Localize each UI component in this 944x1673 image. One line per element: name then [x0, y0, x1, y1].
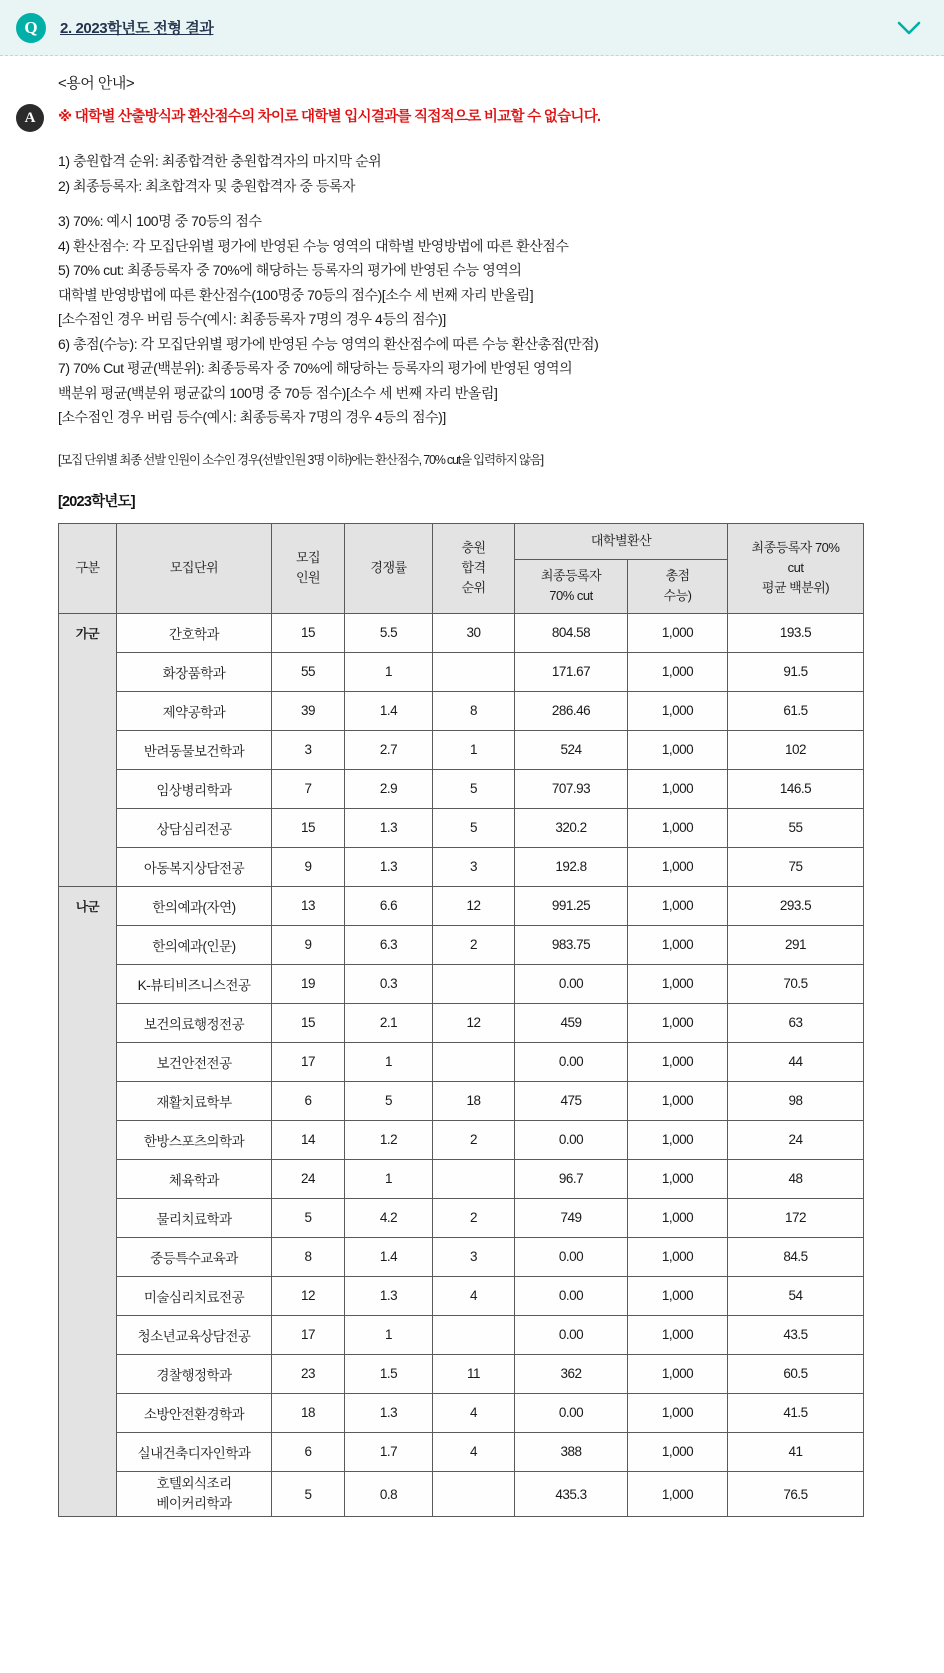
cell-unit: 임상병리학과	[117, 769, 272, 808]
cell-total: 1,000	[628, 1276, 728, 1315]
col-header-percentile	[728, 523, 864, 613]
cell-total: 1,000	[628, 808, 728, 847]
table-row	[59, 1276, 864, 1315]
cell-quota: 55	[272, 652, 345, 691]
cell-ratio: 1.4	[345, 1237, 433, 1276]
cell-rank: 12	[433, 1003, 515, 1042]
cell-unit: 경찰행정학과	[117, 1354, 272, 1393]
cell-unit: 제약공학과	[117, 691, 272, 730]
table-row	[59, 1393, 864, 1432]
cell-quota: 5	[272, 1471, 345, 1517]
cell-quota: 9	[272, 847, 345, 886]
cell-total: 1,000	[628, 1237, 728, 1276]
table-row	[59, 730, 864, 769]
cell-rank: 5	[433, 769, 515, 808]
table-row	[59, 925, 864, 964]
cell-percentile: 41.5	[728, 1393, 864, 1432]
col-header-unit: 모집단위	[117, 523, 272, 613]
cell-ratio: 0.8	[345, 1471, 433, 1517]
cell-rank	[433, 1042, 515, 1081]
cell-total: 1,000	[628, 1354, 728, 1393]
cell-cut: 707.93	[515, 769, 628, 808]
cell-ratio: 1.3	[345, 1393, 433, 1432]
cell-quota: 8	[272, 1237, 345, 1276]
cell-percentile: 291	[728, 925, 864, 964]
cell-quota: 24	[272, 1159, 345, 1198]
cell-cut: 0.00	[515, 1042, 628, 1081]
faq-accordion-header[interactable]	[0, 0, 944, 56]
cell-unit: 중등특수교육과	[117, 1237, 272, 1276]
cell-rank: 2	[433, 1198, 515, 1237]
cell-cut: 0.00	[515, 1315, 628, 1354]
cell-total: 1,000	[628, 1393, 728, 1432]
cell-unit: 한의예과(자연)	[117, 886, 272, 925]
cell-percentile: 44	[728, 1042, 864, 1081]
admission-results-table	[58, 523, 864, 1518]
cell-quota: 13	[272, 886, 345, 925]
cell-cut: 0.00	[515, 964, 628, 1003]
cell-percentile: 41	[728, 1432, 864, 1471]
cell-unit: 실내건축디자인학과	[117, 1432, 272, 1471]
spacer	[58, 430, 920, 450]
cell-unit: 청소년교육상담전공	[117, 1315, 272, 1354]
cell-quota: 23	[272, 1354, 345, 1393]
cell-percentile: 24	[728, 1120, 864, 1159]
table-row	[59, 847, 864, 886]
col-header-total-score	[628, 559, 728, 613]
col-header-rank-line1: 충원	[461, 540, 486, 556]
cell-total: 1,000	[628, 1198, 728, 1237]
cell-quota: 19	[272, 964, 345, 1003]
table-row	[59, 1432, 864, 1471]
cell-percentile: 293.5	[728, 886, 864, 925]
cell-cut: 362	[515, 1354, 628, 1393]
cell-cut: 524	[515, 730, 628, 769]
cell-rank: 5	[433, 808, 515, 847]
term-item-5-note: [소수점인 경우 버림 등수(예시: 최종등록자 7명의 경우 4등의 점수)]	[58, 311, 446, 328]
table-row	[59, 1042, 864, 1081]
table-row	[59, 1081, 864, 1120]
table-row	[59, 769, 864, 808]
term-item-3: 3) 70%: 예시 100명 중 70등의 점수	[58, 213, 262, 230]
table-row	[59, 691, 864, 730]
cell-total: 1,000	[628, 1003, 728, 1042]
cell-rank	[433, 1471, 515, 1517]
cell-unit: 물리치료학과	[117, 1198, 272, 1237]
cell-ratio: 1.3	[345, 808, 433, 847]
cell-rank	[433, 652, 515, 691]
col-header-cut-line2: 70% cut	[549, 588, 593, 604]
cell-cut: 0.00	[515, 1237, 628, 1276]
cell-rank: 4	[433, 1393, 515, 1432]
table-row	[59, 1003, 864, 1042]
cell-total: 1,000	[628, 769, 728, 808]
cell-unit: 한방스포츠의학과	[117, 1120, 272, 1159]
cell-total: 1,000	[628, 1471, 728, 1517]
cell-total: 1,000	[628, 613, 728, 652]
cell-ratio: 5.5	[345, 613, 433, 652]
cell-rank: 2	[433, 925, 515, 964]
cell-percentile: 98	[728, 1081, 864, 1120]
cell-ratio: 1	[345, 652, 433, 691]
cell-cut: 0.00	[515, 1276, 628, 1315]
table-row	[59, 613, 864, 652]
terms-definition-list	[58, 149, 920, 430]
cell-ratio: 1.3	[345, 847, 433, 886]
cell-cut: 192.8	[515, 847, 628, 886]
col-header-quota-line2: 인원	[295, 570, 321, 586]
cell-total: 1,000	[628, 730, 728, 769]
term-item-7-note: [소수점인 경우 버림 등수(예시: 최종등록자 7명의 경우 4등의 점수)]	[58, 409, 446, 426]
warning-notice: ※ 대학별 산출방식과 환산점수의 차이로 대학별 입시결과를 직접적으로 비교할 수 없습니다.	[58, 109, 601, 125]
col-header-rank-line3: 순위	[461, 580, 486, 596]
cell-total: 1,000	[628, 1120, 728, 1159]
cell-unit: 소방안전환경학과	[117, 1393, 272, 1432]
faq-title-link[interactable]: 2. 2023학년도 전형 결과	[60, 20, 214, 37]
cell-total: 1,000	[628, 652, 728, 691]
cell-percentile: 60.5	[728, 1354, 864, 1393]
cell-percentile: 76.5	[728, 1471, 864, 1517]
col-header-rank	[433, 523, 515, 613]
cell-ratio: 1	[345, 1159, 433, 1198]
cell-cut: 983.75	[515, 925, 628, 964]
cell-quota: 15	[272, 1003, 345, 1042]
cell-unit: 반려동물보건학과	[117, 730, 272, 769]
cell-unit: 상담심리전공	[117, 808, 272, 847]
spacer	[58, 198, 920, 209]
cell-cut: 475	[515, 1081, 628, 1120]
cell-quota: 12	[272, 1276, 345, 1315]
cell-rank: 4	[433, 1276, 515, 1315]
table-row	[59, 652, 864, 691]
cell-unit: 미술심리치료전공	[117, 1276, 272, 1315]
cell-total: 1,000	[628, 964, 728, 1003]
cell-percentile: 48	[728, 1159, 864, 1198]
cell-rank: 1	[433, 730, 515, 769]
cell-unit: 한의예과(인문)	[117, 925, 272, 964]
col-header-total-line1: 총점	[665, 568, 690, 584]
cell-ratio: 6.6	[345, 886, 433, 925]
table-row	[59, 1354, 864, 1393]
answer-badge-column	[16, 72, 50, 1517]
cell-rank: 2	[433, 1120, 515, 1159]
cell-rank: 30	[433, 613, 515, 652]
col-header-final-cut	[515, 559, 628, 613]
cell-rank: 11	[433, 1354, 515, 1393]
cell-total: 1,000	[628, 1432, 728, 1471]
cell-ratio: 2.1	[345, 1003, 433, 1042]
cell-rank: 8	[433, 691, 515, 730]
col-header-quota	[272, 523, 345, 613]
cell-percentile: 43.5	[728, 1315, 864, 1354]
cell-ratio: 2.9	[345, 769, 433, 808]
cell-rank	[433, 964, 515, 1003]
cell-unit: K-뷰티비즈니스전공	[117, 964, 272, 1003]
cell-unit: 간호학과	[117, 613, 272, 652]
cell-percentile: 172	[728, 1198, 864, 1237]
term-item-1: 1) 충원합격 순위: 최종합격한 충원합격자의 마지막 순위	[58, 153, 382, 170]
cell-ratio: 1.3	[345, 1276, 433, 1315]
cell-percentile: 63	[728, 1003, 864, 1042]
table-row	[59, 964, 864, 1003]
cell-quota: 15	[272, 613, 345, 652]
cell-ratio: 4.2	[345, 1198, 433, 1237]
faq-answer-body	[0, 56, 944, 1517]
cell-rank: 4	[433, 1432, 515, 1471]
cell-unit: 체육학과	[117, 1159, 272, 1198]
table-header-row-1	[59, 523, 864, 559]
cell-cut: 0.00	[515, 1393, 628, 1432]
cell-rank: 3	[433, 847, 515, 886]
term-item-7: 7) 70% Cut 평균(백분위): 최종등록자 중 70%에 해당하는 등록자의 평가에 반영된 영역의	[58, 360, 573, 377]
cell-ratio: 2.7	[345, 730, 433, 769]
cell-rank	[433, 1159, 515, 1198]
year-label: [2023학년도]	[58, 493, 135, 510]
table-row	[59, 1471, 864, 1517]
cell-quota: 17	[272, 1315, 345, 1354]
cell-cut: 0.00	[515, 1120, 628, 1159]
col-header-univ-convert: 대학별환산	[515, 523, 728, 559]
cell-quota: 39	[272, 691, 345, 730]
cell-rank: 12	[433, 886, 515, 925]
col-header-pct-line2: cut	[787, 560, 804, 576]
cell-percentile: 102	[728, 730, 864, 769]
cell-ratio: 1.4	[345, 691, 433, 730]
cell-quota: 6	[272, 1432, 345, 1471]
cell-quota: 17	[272, 1042, 345, 1081]
cell-unit: 보건안전전공	[117, 1042, 272, 1081]
cell-unit: 호텔외식조리 베이커리학과	[117, 1471, 272, 1517]
cell-cut: 459	[515, 1003, 628, 1042]
col-header-pct-line1: 최종등록자 70%	[751, 540, 840, 556]
table-row	[59, 886, 864, 925]
cell-rank	[433, 1315, 515, 1354]
cell-cut: 991.25	[515, 886, 628, 925]
cell-ratio: 6.3	[345, 925, 433, 964]
results-table-wrapper	[58, 523, 920, 1518]
table-row	[59, 1198, 864, 1237]
table-row	[59, 1237, 864, 1276]
table-row	[59, 808, 864, 847]
chevron-down-icon[interactable]	[896, 15, 922, 41]
term-item-6: 6) 총점(수능): 각 모집단위별 평가에 반영된 수능 영역의 환산점수에 따른 수능 환산총점(만점)	[58, 335, 599, 352]
table-row	[59, 1120, 864, 1159]
cell-quota: 9	[272, 925, 345, 964]
cell-cut: 749	[515, 1198, 628, 1237]
cell-quota: 5	[272, 1198, 345, 1237]
cell-cut: 96.7	[515, 1159, 628, 1198]
table-header	[59, 523, 864, 613]
cell-quota: 3	[272, 730, 345, 769]
cell-percentile: 146.5	[728, 769, 864, 808]
cell-percentile: 91.5	[728, 652, 864, 691]
col-header-rank-line2: 합격	[461, 560, 486, 576]
col-header-cut-line1: 최종등록자	[540, 568, 602, 584]
term-item-5-cont: 대학별 반영방법에 따른 환산점수(100명중 70등의 점수)[소수 세 번째 자리 반올림]	[58, 286, 534, 303]
footnote-note: [모집 단위별 최종 선발 인원이 소수인 경우(선발인원 3명 이하)에는 환산점수, 70% cut을 입력하지 않음]	[58, 452, 543, 467]
question-badge: Q	[16, 13, 46, 43]
cell-quota: 15	[272, 808, 345, 847]
answer-content	[50, 72, 924, 1517]
cell-cut: 804.58	[515, 613, 628, 652]
cell-cut: 435.3	[515, 1471, 628, 1517]
cell-unit: 재활치료학부	[117, 1081, 272, 1120]
cell-ratio: 1.7	[345, 1432, 433, 1471]
cell-quota: 18	[272, 1393, 345, 1432]
term-item-4: 4) 환산점수: 각 모집단위별 평가에 반영된 수능 영역의 대학별 반영방법에 따른 환산점수	[58, 237, 569, 254]
col-header-quota-line1: 모집	[295, 550, 321, 566]
term-item-7-cont: 백분위 평균(백분위 평균값의 100명 중 70등 점수)[소수 세 번째 자리 반올림]	[58, 384, 498, 401]
cell-ratio: 1.2	[345, 1120, 433, 1159]
cell-total: 1,000	[628, 1081, 728, 1120]
term-item-5: 5) 70% cut: 최종등록자 중 70%에 해당하는 등록자의 평가에 반영된 수능 영역의	[58, 262, 522, 279]
cell-rank: 18	[433, 1081, 515, 1120]
col-header-total-line2: 수능)	[663, 588, 692, 604]
table-row	[59, 1315, 864, 1354]
cell-percentile: 193.5	[728, 613, 864, 652]
cell-ratio: 1	[345, 1042, 433, 1081]
cell-total: 1,000	[628, 925, 728, 964]
cell-rank: 3	[433, 1237, 515, 1276]
cell-ratio: 0.3	[345, 964, 433, 1003]
cell-cut: 320.2	[515, 808, 628, 847]
term-guide-heading: <용어 안내>	[58, 75, 135, 92]
cell-group: 가군	[59, 613, 117, 886]
cell-ratio: 1.5	[345, 1354, 433, 1393]
cell-total: 1,000	[628, 691, 728, 730]
cell-percentile: 84.5	[728, 1237, 864, 1276]
cell-percentile: 54	[728, 1276, 864, 1315]
cell-percentile: 55	[728, 808, 864, 847]
cell-percentile: 75	[728, 847, 864, 886]
cell-group: 나군	[59, 886, 117, 1517]
cell-cut: 286.46	[515, 691, 628, 730]
table-row	[59, 1159, 864, 1198]
cell-total: 1,000	[628, 1159, 728, 1198]
cell-cut: 171.67	[515, 652, 628, 691]
cell-total: 1,000	[628, 886, 728, 925]
cell-cut: 388	[515, 1432, 628, 1471]
cell-percentile: 70.5	[728, 964, 864, 1003]
cell-total: 1,000	[628, 1315, 728, 1354]
cell-quota: 7	[272, 769, 345, 808]
cell-ratio: 1	[345, 1315, 433, 1354]
table-body	[59, 613, 864, 1517]
term-item-2: 2) 최종등록자: 최초합격자 및 충원합격자 중 등록자	[58, 177, 356, 194]
cell-total: 1,000	[628, 1042, 728, 1081]
answer-badge: A	[16, 104, 44, 132]
cell-unit: 보건의료행정전공	[117, 1003, 272, 1042]
cell-total: 1,000	[628, 847, 728, 886]
cell-quota: 14	[272, 1120, 345, 1159]
col-header-group: 구분	[59, 523, 117, 613]
col-header-ratio: 경쟁률	[345, 523, 433, 613]
cell-percentile: 61.5	[728, 691, 864, 730]
cell-quota: 6	[272, 1081, 345, 1120]
cell-unit: 아동복지상담전공	[117, 847, 272, 886]
col-header-pct-line3: 평균 백분위)	[761, 580, 830, 596]
cell-ratio: 5	[345, 1081, 433, 1120]
cell-unit: 화장품학과	[117, 652, 272, 691]
